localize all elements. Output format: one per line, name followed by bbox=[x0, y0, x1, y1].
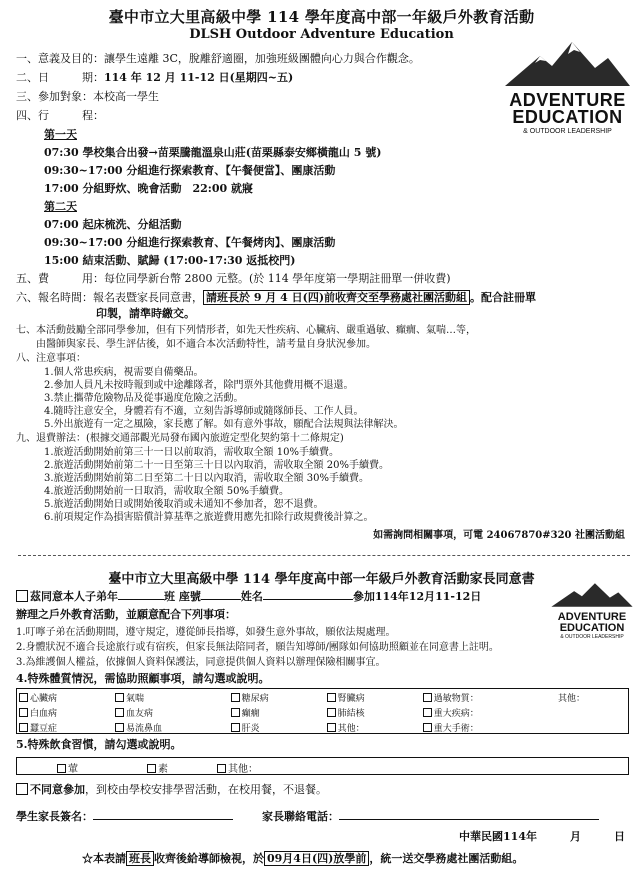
registration-label: 六、報名時間：報名表暨家長同意書， bbox=[16, 291, 203, 304]
checkbox[interactable] bbox=[231, 723, 240, 732]
note-item: 3.禁止攜帶危險物品及從事過度危險之活動。 bbox=[44, 393, 244, 404]
table-row bbox=[16, 720, 627, 735]
checkbox[interactable] bbox=[327, 723, 336, 732]
refund-item: 3.旅遊活動開始前第二日至第二十日以內取消，需收取全額 30%手續費。 bbox=[44, 473, 369, 484]
condition-option[interactable] bbox=[228, 720, 324, 735]
grade-field[interactable] bbox=[118, 599, 164, 600]
mountain-icon bbox=[548, 582, 636, 608]
date-label: 二、日 期： bbox=[16, 71, 104, 84]
consent-agree-line2: 辦理之戶外教育活動，並願意配合下列事項： bbox=[16, 608, 236, 621]
registration-line2: 印製，請準時繳交。 bbox=[96, 307, 195, 320]
checkbox[interactable] bbox=[115, 708, 124, 717]
section-purpose: 一、意義及目的：讓學生遠離 3C，脫離舒適圈，加強班級團體向心力與合作觀念。 bbox=[16, 52, 420, 65]
decline-checkbox[interactable] bbox=[16, 783, 28, 795]
parent-phone-field[interactable] bbox=[339, 819, 599, 820]
page-title: 臺中市立大里高級中學 114 學年度高中部一年級戶外教育活動 bbox=[108, 8, 535, 26]
health-title: 4.特殊體質情況，需協助照顧事項，請勾選或說明。 bbox=[16, 672, 270, 685]
section-health-notice-2: 由醫師與家長、學生評估後，如不適合本次活動特性，請考量自身狀況參加。 bbox=[36, 339, 376, 350]
condition-label: 蠶豆症 bbox=[30, 724, 58, 734]
decline-line bbox=[16, 783, 327, 797]
condition-label: 癲癇 bbox=[241, 709, 260, 719]
refund-item: 4.旅遊活動開始前一日取消，需收取全額 50%手續費。 bbox=[44, 486, 289, 497]
condition-option[interactable] bbox=[324, 720, 420, 735]
day2-item: 07:00 起床梳洗、分組活動 bbox=[44, 218, 182, 231]
checkbox[interactable] bbox=[115, 693, 124, 702]
checkbox[interactable] bbox=[19, 723, 28, 732]
checkbox[interactable] bbox=[217, 764, 226, 773]
diet-label: 其他： bbox=[228, 764, 258, 775]
student-name-field[interactable] bbox=[263, 599, 353, 600]
diet-options-box bbox=[16, 757, 629, 775]
condition-label: 重大疾病： bbox=[433, 709, 479, 719]
checkbox[interactable] bbox=[327, 693, 336, 702]
condition-label: 腎臟病 bbox=[337, 694, 365, 704]
section-registration bbox=[16, 291, 536, 305]
checkbox[interactable] bbox=[423, 723, 432, 732]
notice-text: 收齊後給導師檢視，於 bbox=[154, 852, 264, 865]
refund-item: 1.旅遊活動開始前第三十一日以前取消，需收取全額 10%手續費。 bbox=[44, 447, 339, 458]
day1-item: 09:30~17:00 分組進行探索教育、【午餐便當】、團康活動 bbox=[44, 164, 336, 177]
notice-text: ☆本表請 bbox=[82, 852, 126, 865]
adventure-education-logo-small bbox=[548, 582, 636, 640]
condition-option[interactable] bbox=[228, 690, 324, 705]
refund-item: 2.旅遊活動開始前第二十一日至第三十日以內取消，需收取全額 20%手續費。 bbox=[44, 460, 389, 471]
condition-label: 糖尿病 bbox=[241, 694, 269, 704]
diet-option[interactable] bbox=[147, 760, 168, 775]
adventure-education-logo bbox=[500, 38, 635, 133]
condition-option[interactable] bbox=[112, 720, 228, 735]
day2-heading: 第二天 bbox=[44, 200, 77, 213]
notice-text: ，統一送交學務處社團活動組。 bbox=[369, 852, 524, 865]
condition-option[interactable] bbox=[420, 720, 555, 735]
logo-text-leadership: & OUTDOOR LEADERSHIP bbox=[560, 634, 624, 640]
fee-label: 五、費 用： bbox=[16, 272, 104, 285]
diet-option[interactable] bbox=[217, 760, 258, 775]
refund-item: 5.旅遊活動開始日或開始後取消或未通知不參加者，恕不退費。 bbox=[44, 499, 324, 510]
decline-label: 不同意參加 bbox=[30, 783, 85, 796]
section-participants: 三、參加對象：本校高一學生 bbox=[16, 90, 159, 103]
parent-phone-line bbox=[262, 810, 599, 824]
seat-number-field[interactable] bbox=[201, 599, 241, 600]
condition-label: 肝炎 bbox=[241, 724, 260, 734]
condition-label: 心臟病 bbox=[30, 694, 58, 704]
logo-text-education: EDUCATION bbox=[559, 622, 625, 634]
section-fee bbox=[16, 272, 451, 286]
checkbox[interactable] bbox=[423, 693, 432, 702]
condition-label: 血友病 bbox=[126, 709, 154, 719]
consent-rule: 2.身體狀況不適合長途旅行或有宿疾，但家長無法陪同者，願告知導師/團隊如何協助照顧並在同意書上註明。 bbox=[16, 642, 499, 653]
checkbox[interactable] bbox=[231, 708, 240, 717]
checkbox[interactable] bbox=[327, 708, 336, 717]
checkbox[interactable] bbox=[147, 764, 156, 773]
checkbox[interactable] bbox=[19, 708, 28, 717]
note-item: 1.個人常患疾病，視需要自備藥品。 bbox=[44, 367, 204, 378]
condition-label: 過敏物質： bbox=[433, 694, 479, 704]
parent-phone-label: 家長聯絡電話： bbox=[262, 810, 339, 823]
parent-signature-label: 學生家長簽名： bbox=[16, 810, 93, 823]
mountain-icon bbox=[500, 38, 635, 88]
agree-checkbox[interactable] bbox=[16, 590, 28, 602]
table-row bbox=[16, 690, 627, 705]
consent-form-title: 臺中市立大里高級中學 114 學年度高中部一年級戶外教育活動家長同意書 bbox=[108, 572, 535, 587]
condition-option[interactable] bbox=[16, 705, 112, 720]
condition-option[interactable] bbox=[112, 705, 228, 720]
condition-label: 其他： bbox=[337, 724, 365, 734]
condition-label: 重大手術： bbox=[433, 724, 479, 734]
note-item: 5.外出旅遊有一定之風險，家長應了解。如有意外事故，願配合法規與法律解決。 bbox=[44, 419, 404, 430]
checkbox[interactable] bbox=[423, 708, 432, 717]
section-health-notice: 七、本活動鼓勵全部同學參加，但有下列情形者，如先天性疾病、心臟病、嚴重過敏、癲癇、氣喘…等， bbox=[16, 325, 476, 336]
diet-title: 5.特殊飲食習慣，請勾選或說明。 bbox=[16, 738, 182, 751]
diet-option[interactable] bbox=[57, 760, 78, 775]
logo-text-education: EDUCATION bbox=[512, 107, 623, 127]
submission-notice bbox=[82, 852, 523, 866]
condition-empty bbox=[555, 720, 627, 735]
consent-agree-line bbox=[16, 590, 481, 604]
condition-other[interactable] bbox=[555, 690, 627, 705]
condition-option[interactable] bbox=[16, 690, 112, 705]
agree-text-name: 姓名 bbox=[240, 590, 263, 603]
note-item: 2.參加人員凡未按時報到或中途離隊者，除門票外其他費用概不退還。 bbox=[44, 380, 354, 391]
condition-option[interactable] bbox=[324, 690, 420, 705]
checkbox[interactable] bbox=[19, 693, 28, 702]
condition-label: 白血病 bbox=[30, 709, 58, 719]
date-line: 中華民國114年 月 日 bbox=[459, 830, 625, 843]
registration-tail: 。配合註冊單 bbox=[470, 291, 537, 304]
health-conditions-table bbox=[16, 690, 627, 735]
note-item: 4.隨時注意安全，身體若有不適，立刻告訴導師或隨隊師長、工作人員。 bbox=[44, 406, 364, 417]
consent-rule: 1.叮嚀子弟在活動期間，遵守規定，遵從師長指導，如發生意外事故，願依法規處理。 bbox=[16, 627, 396, 638]
condition-option[interactable] bbox=[112, 690, 228, 705]
date-value: 114 年 12 月 11-12 日(星期四~五) bbox=[104, 71, 294, 84]
refund-item: 6.前項規定作為損害賠償計算基準之旅遊費用應先扣除行政規費後計算之。 bbox=[44, 512, 374, 523]
decline-tail: ，到校由學校安排學習活動，在校用餐，不退餐。 bbox=[85, 783, 327, 796]
contact-info: 如需詢問相關事項，可電 24067870#320 社團活動組 bbox=[373, 530, 625, 541]
condition-label: 其他： bbox=[557, 694, 585, 704]
day1-item: 07:30 學校集合出發→苗栗騰龍溫泉山莊(苗栗縣泰安鄉橫龍山 5 號) bbox=[44, 146, 382, 159]
registration-deadline: 請班長於 9 月 4 日(四)前收齊交至學務處社團活動組 bbox=[203, 290, 470, 305]
fee-value: 每位同學新台幣 2800 元整。(於 114 學年度第一學期註冊單一併收費) bbox=[104, 272, 451, 285]
day1-item: 17:00 分組野炊、晚會活動 22:00 就寢 bbox=[44, 182, 254, 195]
condition-option[interactable] bbox=[228, 705, 324, 720]
section-schedule-label: 四、行 程： bbox=[16, 109, 104, 122]
checkbox[interactable] bbox=[57, 764, 66, 773]
notice-class-leader: 班長 bbox=[126, 851, 154, 866]
consent-rule: 3.為維護個人權益，依據個人資料保護法，同意提供個人資料以辦理保險相關事宜。 bbox=[16, 657, 386, 668]
parent-signature-field[interactable] bbox=[93, 819, 233, 820]
condition-option[interactable] bbox=[16, 720, 112, 735]
checkbox[interactable] bbox=[115, 723, 124, 732]
section-date bbox=[16, 71, 293, 85]
logo-text-adventure: ADVENTURE bbox=[557, 611, 627, 623]
day2-item: 09:30~17:00 分組進行探索教育、【午餐烤肉】、團康活動 bbox=[44, 236, 336, 249]
condition-label: 肺結核 bbox=[337, 709, 365, 719]
page-subtitle: DLSH Outdoor Adventure Education bbox=[189, 27, 454, 42]
condition-option[interactable] bbox=[420, 705, 555, 720]
section-refund-label: 九、退費辦法：(根據交通部觀光局發布國內旅遊定型化契約第十二條規定) bbox=[16, 433, 344, 444]
logo-text-leadership: & OUTDOOR LEADERSHIP bbox=[523, 128, 612, 135]
condition-option[interactable] bbox=[420, 690, 555, 705]
day2-item: 15:00 結束活動、賦歸 (17:00-17:30 返抵校門) bbox=[44, 254, 296, 267]
agree-text-grade: 茲同意本人子弟年 bbox=[30, 590, 118, 603]
notice-deadline: 09月4日(四)放學前 bbox=[264, 851, 369, 866]
parent-signature-line bbox=[16, 810, 233, 824]
section-notes-label: 八、注意事項： bbox=[16, 353, 86, 364]
agree-text-class: 班 座號 bbox=[164, 590, 201, 603]
cut-line-divider bbox=[18, 555, 630, 556]
table-row bbox=[16, 705, 627, 720]
condition-label: 氣喘 bbox=[126, 694, 145, 704]
agree-text-date: 參加114年12月11-12日 bbox=[352, 590, 482, 603]
diet-label: 葷 bbox=[68, 764, 78, 775]
day1-heading: 第一天 bbox=[44, 128, 77, 141]
condition-option[interactable] bbox=[324, 705, 420, 720]
diet-label: 素 bbox=[158, 764, 168, 775]
logo-text-adventure: ADVENTURE bbox=[509, 90, 626, 110]
condition-empty bbox=[555, 705, 627, 720]
checkbox[interactable] bbox=[231, 693, 240, 702]
condition-label: 易流鼻血 bbox=[126, 724, 163, 734]
